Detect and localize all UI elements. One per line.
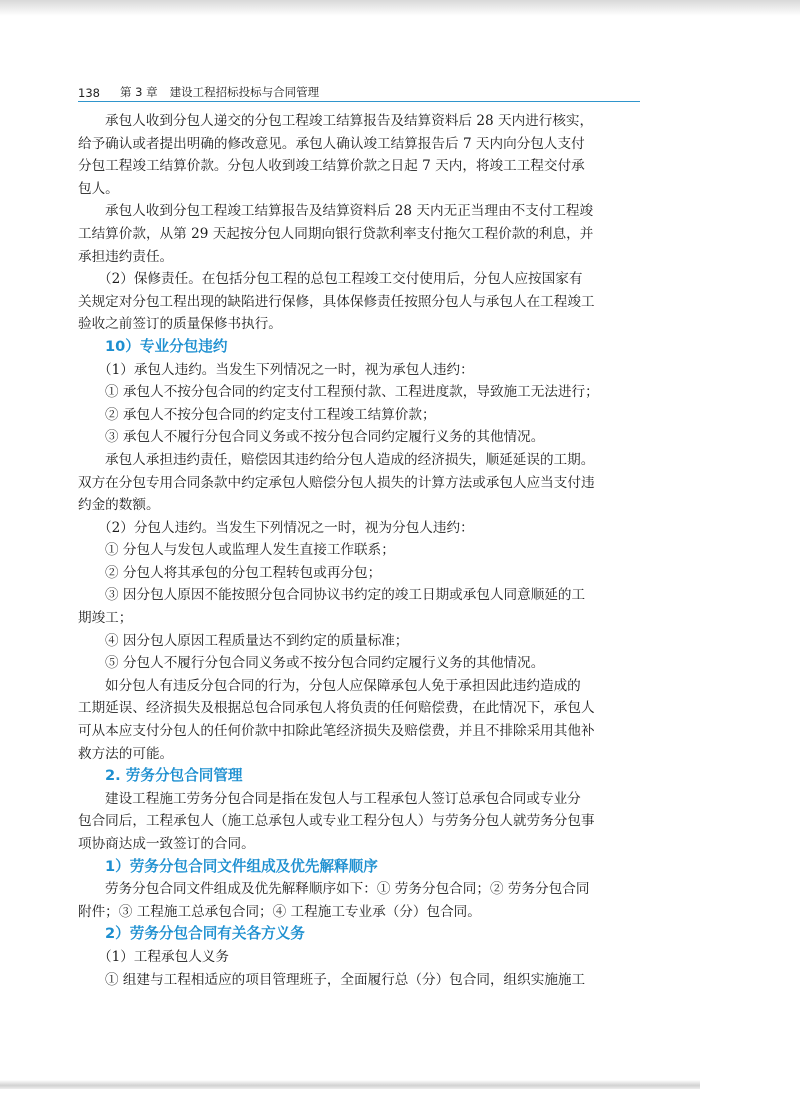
- paragraph-subcontractor-liability: [78, 675, 640, 765]
- section-heading: 10）专业分包违约: [105, 337, 228, 355]
- paragraph-contractor-liability: [78, 449, 640, 517]
- text-line: 分包工程竣工结算价款。分包人收到竣工结算价款之日起 7 天内，将竣工工程交付承: [78, 158, 585, 175]
- list-item: ③ 承包人不履行分包合同义务或不按分包合同约定履行义务的其他情况。: [105, 429, 545, 446]
- text-line: 包人。: [78, 180, 119, 197]
- list-item: ① 承包人不按分包合同的约定支付工程预付款、工程进度款，导致施工无法进行；: [105, 384, 599, 401]
- paragraph-late-payment: [78, 200, 640, 268]
- text-line: 工结算价款，从第 29 天起按分包人同期向银行贷款利率支付拖欠工程价款的利息，并: [78, 225, 594, 242]
- text-line: 建设工程施工劳务分包合同是指在发包人与工程承包人签订总承包合同或专业分: [105, 790, 581, 807]
- list-item: ② 承包人不按分包合同的约定支付工程竣工结算价款；: [105, 406, 436, 423]
- text-line: 项协商达成一致签订的合同。: [78, 836, 255, 852]
- paragraph-labor-contract-def: [78, 788, 640, 856]
- subsection-title: （2）分包人违约。当发生下列情况之一时，视为分包人违约：: [98, 519, 474, 536]
- list-item: ⑤ 分包人不履行分包合同义务或不按分包合同约定履行义务的其他情况。: [105, 655, 545, 672]
- list-subcontractor-breach: [78, 539, 640, 675]
- text-line: 包合同后，工程承包人（施工总承包人或专业工程分包人）与劳务分包人就劳务分包事: [78, 813, 595, 830]
- text-line: 工期延误、经济损失及根据总包合同承包人将负责的任何赔偿费，在此情况下，承包人: [78, 700, 595, 717]
- text-line: 承包人收到分包人递交的分包工程竣工结算报告及结算资料后 28 天内进行核实，: [105, 113, 594, 129]
- section-heading: 2）劳务分包合同有关各方义务: [105, 925, 305, 943]
- subsection-title: （1）工程承包人义务: [98, 948, 229, 965]
- text-line: 可从本应支付分包人的任何价款中扣除此笔经济损失及赔偿费，并且不排除采用其他补: [78, 723, 595, 740]
- text-line: （2）保修责任。在包括分包工程的总包工程竣工交付使用后，分包人应按国家有: [98, 271, 583, 288]
- list-contractor-breach: [78, 381, 640, 449]
- chapter-title: 建设工程招标投标与合同管理: [169, 85, 320, 99]
- list-item: ② 分包人将其承包的分包工程转包或再分包；: [105, 564, 382, 581]
- text-line: 承包人承担违约责任，赔偿因其违约给分包人造成的经济损失，顺延延误的工期。: [105, 451, 595, 468]
- list-item-continuation: 期竣工；: [78, 610, 133, 627]
- paragraph-warranty: [78, 268, 640, 336]
- page-body: [78, 110, 640, 991]
- list-item: ③ 因分包人原因不能按照分包合同协议书约定的竣工日期或承包人同意顺延的工: [105, 587, 586, 604]
- scan-bottom-edge: [0, 1080, 700, 1089]
- section-heading: 1）劳务分包合同文件组成及优先解释顺序: [105, 857, 378, 875]
- list-item: ① 组建与工程相适应的项目管理班子，全面履行总（分）包合同，组织实施施工: [105, 971, 586, 988]
- page-header: [78, 80, 638, 100]
- text-line: 验收之前签订的质量保修书执行。: [78, 316, 282, 333]
- text-line: 关规定对分包工程出现的缺陷进行保修，具体保修责任按照分包人与承包人在工程竣工: [78, 293, 595, 310]
- section-heading: 2. 劳务分包合同管理: [105, 767, 243, 785]
- text-line: 承包人收到分包工程竣工结算报告及结算资料后 28 天内无正当理由不支付工程竣: [105, 203, 594, 220]
- paragraph-settlement-verify: [78, 110, 640, 200]
- header-rule: [78, 101, 640, 102]
- list-item: ① 分包人与发包人或监理人发生直接工作联系；: [105, 542, 395, 559]
- text-line: 约金的数额。: [78, 497, 160, 514]
- text-line: 双方在分包专用合同条款中约定承包人赔偿分包人损失的计算方法或承包人应当支付违: [78, 474, 595, 491]
- text-line: 承担违约责任。: [78, 248, 174, 265]
- scan-top-edge: [0, 0, 800, 16]
- text-line: 救方法的可能。: [78, 745, 174, 762]
- list-item: ④ 因分包人原因工程质量达不到约定的质量标准；: [105, 632, 409, 649]
- text-line: 劳务分包合同文件组成及优先解释顺序如下：① 劳务分包合同；② 劳务分包合同: [105, 881, 590, 898]
- page-number: 138: [78, 86, 100, 100]
- subsection-title: （1）承包人违约。当发生下列情况之一时，视为承包人违约：: [98, 361, 474, 378]
- text-line: 给予确认或者提出明确的修改意见。承包人确认竣工结算报告后 7 天内向分包人支付: [78, 135, 585, 152]
- paragraph-document-order: [78, 878, 640, 923]
- chapter-label: 第 3 章: [120, 85, 158, 99]
- text-line: 附件；③ 工程施工总承包合同；④ 工程施工专业承（分）包合同。: [78, 903, 481, 920]
- text-line: 如分包人有违反分包合同的行为，分包人应保障承包人免于承担因此违约造成的: [105, 677, 581, 694]
